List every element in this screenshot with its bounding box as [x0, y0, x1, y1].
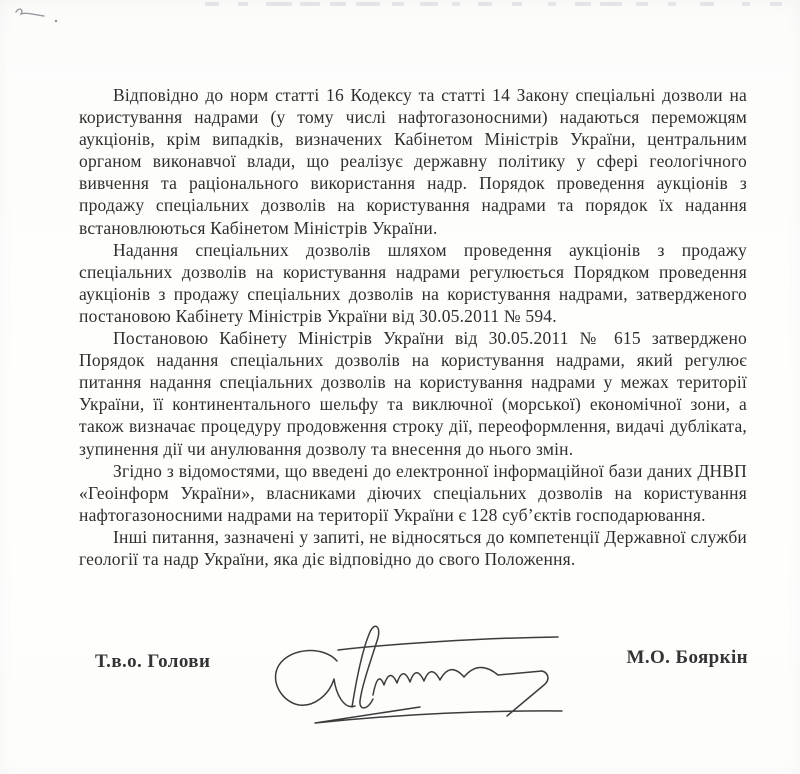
- scan-artifact: [392, 2, 404, 6]
- handwritten-checkmark: [8, 2, 78, 32]
- scan-artifact: [600, 2, 622, 6]
- scan-artifact: [238, 2, 248, 6]
- scan-artifact: [742, 2, 750, 6]
- paragraph-5: Інші питання, зазначені у запиті, не відносяться до компетенції Державної служби геології та надр України, яка діє відповідно до свого Положення.: [79, 526, 747, 569]
- scan-artifact: [330, 2, 346, 6]
- scan-artifact: [266, 2, 292, 6]
- scan-artifact: [548, 2, 556, 6]
- scan-artifact: [770, 2, 782, 6]
- scan-artifact: [636, 2, 648, 6]
- letter-body: [79, 84, 747, 570]
- scan-artifact: [356, 2, 380, 6]
- scan-artifact: [420, 2, 438, 6]
- scan-artifact: [575, 2, 591, 6]
- scan-artifact: [512, 2, 522, 6]
- paragraph-2: Надання спеціальних дозволів шляхом проведення аукціонів з продажу спеціальних дозволів на користування надрами регулюється Порядком проведення аукціонів з продажу спеціальних дозволів на користування надрами, затвердженого постановою Кабінету Міністрів України від 30.05.2011 № 594.: [79, 239, 747, 326]
- scan-artifact: [452, 2, 460, 6]
- paragraph-1: Відповідно до норм статті 16 Кодексу та статті 14 Закону спеціальні дозволи на користування надрами (у тому числі нафтогазоносними) надаються переможцям аукціонів, крім випадків, визначених Кабінетом Міністрів України, центральним органом виконавчої влади, що реалізує державну політику у сфері геологічного вивчення та раціонального використання надр. Порядок проведення аукціонів з продажу спеціальних дозволів на користування надрами та порядок їх надання встановлюються Кабінетом Міністрів України.: [79, 85, 747, 238]
- scan-artifact: [700, 2, 714, 6]
- paragraph-3: Постановою Кабінету Міністрів України від 30.05.2011 № 615 затверджено Порядок надання спеціальних дозволів на користування надрами, який регулює питання надання спеціальних дозволів на користування надрами у межах території України, її континентального шельфу та виключної (морської) економічної зони, а також визначає процедуру продовження строку дії, переоформлення, видачі дубліката, зупинення дії чи анулювання дозволу та внесення до нього змін.: [79, 328, 747, 459]
- signer-name: М.О. Бояркін: [626, 647, 748, 668]
- scan-artifact: [205, 2, 219, 6]
- scan-artifact: [300, 2, 320, 6]
- scan-artifact: [478, 2, 492, 6]
- handwritten-signature: [240, 614, 580, 744]
- scan-artifact: [668, 2, 676, 6]
- signer-title: Т.в.о. Голови: [95, 651, 211, 672]
- paragraph-4: Згідно з відомостями, що введені до електронної інформаційної бази даних ДНВП «Геоінформ України», власниками діючих спеціальних дозволів на користування нафтогазоносними надрами на території України є 128 суб’єктів господарювання.: [79, 460, 747, 525]
